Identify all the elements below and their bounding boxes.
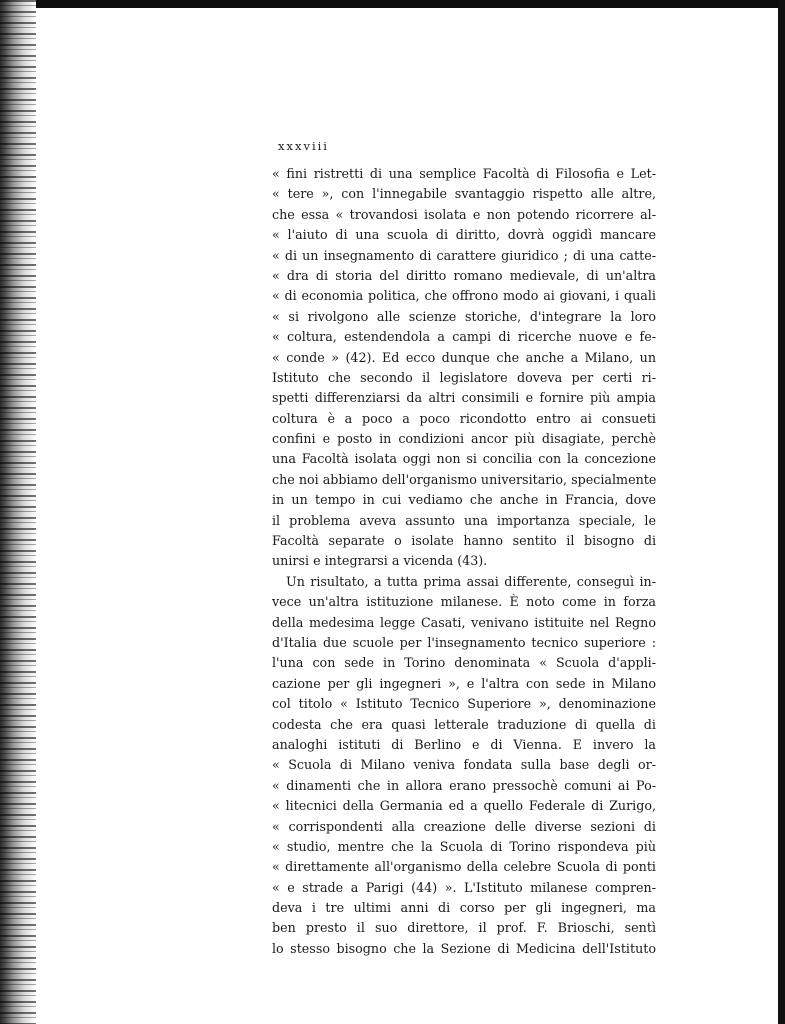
text-line: una Facoltà isolata oggi non si concilia con la concezione [272, 451, 656, 467]
text-line: ben presto il suo direttore, il prof. F. Brioschi, sentì [272, 920, 656, 936]
text-line: Facoltà separate o isolate hanno sentito il bisogno di [272, 533, 656, 549]
text-line: « dinamenti che in allora erano pressochè comuni ai Po- [272, 777, 656, 793]
text-line: « di economia politica, che offrono modo ai giovani, i quali [272, 288, 656, 304]
text-line: confini e posto in condizioni ancor più disagiate, perchè [272, 431, 656, 447]
text-line: « tere », con l'innegabile svantaggio rispetto alle altre, [272, 186, 656, 202]
text-line: « fini ristretti di una semplice Facoltà di Filosofia e Let- [272, 166, 656, 181]
text-line: « di un insegnamento di carattere giuridico ; di una catte- [272, 247, 656, 263]
text-line: l'una con sede in Torino denominata « Scuola d'appli- [272, 655, 656, 671]
text-line: vece un'altra istituzione milanese. È noto come in forza [272, 594, 656, 610]
text-line: d'Italia due scuole per l'insegnamento tecnico superiore : [272, 634, 656, 650]
text-line: che noi abbiamo dell'organismo universitario, specialmente [272, 471, 656, 487]
scan-right-border [778, 0, 785, 1024]
text-line: « conde » (42). Ed ecco dunque che anche a Milano, un [272, 349, 656, 365]
text-line: analoghi istituti di Berlino e di Vienna. E invero la [272, 736, 656, 752]
text-line: Un risultato, a tutta prima assai differente, conseguì in- [286, 573, 656, 589]
text-line: coltura è a poco a poco ricondotto entro ai consueti [272, 410, 656, 426]
text-line: il problema aveva assunto una importanza speciale, le [272, 512, 656, 528]
text-line: « studio, mentre che la Scuola di Torino rispondeva più [272, 838, 656, 854]
text-line: « coltura, estendendola a campi di ricerche nuove e fe- [272, 329, 656, 345]
text-line: che essa « trovandosi isolata e non potendo ricorrere al- [272, 206, 656, 222]
text-line: « corrispondenti alla creazione delle diverse sezioni di [272, 818, 656, 834]
text-line: « l'aiuto di una scuola di diritto, dovrà oggidì mancare [272, 227, 656, 243]
page-number: xxxviii [278, 139, 329, 153]
text-line: spetti differenziarsi da altri consimili e fornire più ampia [272, 390, 656, 406]
text-line: unirsi e integrarsi a vicenda (43). [272, 553, 488, 569]
text-line: « si rivolgono alle scienze storiche, d'integrare la loro [272, 308, 656, 324]
text-line: « dra di storia del diritto romano medievale, di un'altra [272, 267, 656, 283]
text-line: lo stesso bisogno che la Sezione di Medicina dell'Istituto [272, 940, 656, 956]
text-line: « e strade a Parigi (44) ». L'Istituto milanese compren- [272, 879, 656, 895]
text-line: Istituto che secondo il legislatore doveva per certi ri- [272, 369, 656, 385]
text-line: in un tempo in cui vediamo che anche in Francia, dove [272, 492, 656, 508]
text-line: della medesima legge Casati, venivano istituite nel Regno [272, 614, 656, 630]
text-line: « direttamente all'organismo della celebre Scuola di ponti [272, 859, 656, 875]
text-line: col titolo « Istituto Tecnico Superiore », denominazione [272, 696, 656, 712]
text-line: « litecnici della Germania ed a quello Federale di Zurigo, [272, 798, 656, 814]
body-text [272, 164, 656, 959]
scan-top-border [0, 0, 785, 8]
scan-binding-edge [0, 0, 36, 1024]
text-line: codesta che era quasi letterale traduzione di quella di [272, 716, 656, 732]
text-line: « Scuola di Milano veniva fondata sulla base degli or- [272, 757, 656, 773]
text-line: deva i tre ultimi anni di corso per gli ingegneri, ma [272, 900, 656, 916]
text-line: cazione per gli ingegneri », e l'altra con sede in Milano [272, 675, 656, 691]
